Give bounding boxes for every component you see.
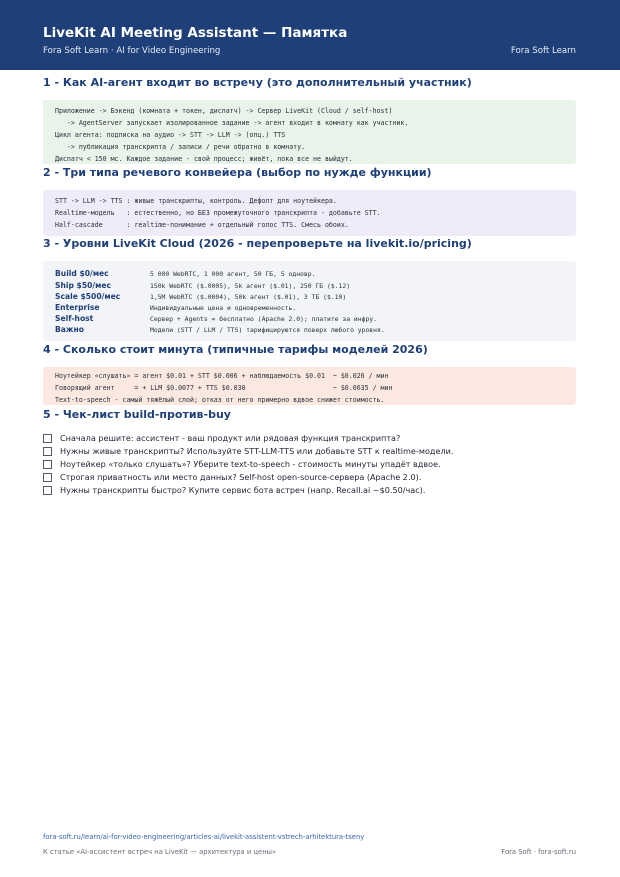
tier-desc-ship: 150k WebRTC ($.0005), 5k агент ($.01), 250 ГБ ($.12) — [150, 282, 351, 290]
tier-name-build: Build $0/мес — [55, 269, 109, 278]
section-4-line-3: Text-to-speech - самый тяжёлый слой; отказ от него примерно вдвое снижет стоимость. — [55, 396, 385, 404]
section-3-title: 3 - Уровни LiveKit Cloud (2026 - перепроверьте на livekit.io/pricing) — [43, 237, 472, 250]
footer-caption: К статье «AI-ассистент встреч на LiveKit — архитектура и цены» — [43, 848, 277, 856]
section-4-line-1: Ноутейкер «слушать» = агент $0.01 + STT $0.006 + наблюдаемость $0.01 ~ $0.026 / мин — [55, 372, 389, 380]
tier-name-enterprise: Enterprise — [55, 303, 100, 312]
tier-name-ship: Ship $50/мес — [55, 281, 112, 290]
section-1-line-2: -> AgentServer запускает изолированное задание -> агент входит в комнату как участник. — [55, 119, 409, 127]
section-4-title: 4 - Сколько стоит минута (типичные тарифы моделей 2026) — [43, 343, 428, 356]
tier-desc-build: 5 000 WebRTC, 1 000 агент, 50 ГБ, 5 одновр. — [150, 270, 316, 278]
tier-desc-important: Модели (STT / LLM / TTS) тарифицируются поверх любого уровня. — [150, 326, 385, 334]
section-2-line-2: Realtime-модель : естественно, но БЕЗ промежуточного транскрипта - добавьте STT. — [55, 209, 381, 217]
section-1-line-1: Приложение -> Бэкенд (комната + токен, диспатч) -> Сервер LiveKit (Cloud / self-host) — [55, 107, 393, 115]
checklist-item-text: Нужны транскрипты быстро? Купите сервис бота встреч (напр. Recall.ai ~$0.50/час). — [60, 485, 426, 495]
checklist-item-text: Нужны живые транскрипты? Используйте STT-LLM-TTS или добавьте STT к realtime-модели. — [60, 446, 454, 456]
section-5-title: 5 - Чек-лист build-против-buy — [43, 408, 231, 421]
section-1-title: 1 - Как AI-агент входит во встречу (это дополнительный участник) — [43, 76, 472, 89]
section-1-line-4: -> публикация транскрипта / записи / речи обратно в комнату. — [55, 143, 306, 151]
section-2-line-1: STT -> LLM -> TTS : живые транскрипты, контроль. Дефолт для ноутейкера. — [55, 197, 337, 205]
tier-name-self-host: Self-host — [55, 314, 94, 323]
section-2-title: 2 - Три типа речевого конвейера (выбор по нужде функции) — [43, 166, 432, 179]
checklist-item-text: Сначала решите: ассистент - ваш продукт или рядовая функция транскрипта? — [60, 433, 401, 443]
page-subtitle: Fora Soft Learn · AI for Video Engineering — [43, 46, 221, 56]
checkbox-icon[interactable] — [43, 447, 52, 456]
tier-name-important: Важно — [55, 325, 84, 334]
tier-desc-self-host: Сервер + Agents = бесплатно (Apache 2.0); платите за инфру. — [150, 315, 378, 323]
section-1-line-3: Цикл агента: подписка на аудио -> STT -> LLM -> (опц.) TTS — [55, 131, 286, 139]
header-brand: Fora Soft Learn — [510, 46, 576, 56]
section-2-line-3: Half-cascade : realtime-понимание + отдельный голос TTS. Смесь обоих. — [55, 221, 349, 229]
tier-desc-scale: 1,5M WebRTC ($.0004), 50k агент ($.01), 3 ТБ ($.10) — [150, 293, 347, 301]
footer-brand: Fora Soft · fora-soft.ru — [501, 848, 576, 856]
footer-link[interactable]: fora-soft.ru/learn/ai-for-video-engineering/articles-ai/livekit-assistent-vstrech-arhitektura-tseny — [43, 833, 365, 841]
checkbox-icon[interactable] — [43, 473, 52, 482]
section-1-line-5: Диспатч < 150 мс. Каждое задание - свой процесс; живёт, пока все не выйдут. — [55, 155, 353, 163]
section-4-line-2: Говорящий агент = + LLM $0.0077 + TTS $0.030 ~ $0.0635 / мин — [55, 384, 393, 392]
tier-name-scale: Scale $500/мес — [55, 292, 121, 301]
checklist-item-text: Строгая приватность или место данных? Self-host open-source-сервера (Apache 2.0). — [60, 472, 422, 482]
checkbox-icon[interactable] — [43, 460, 52, 469]
checkbox-icon[interactable] — [43, 486, 52, 495]
page-title: LiveKit AI Meeting Assistant — Памятка — [43, 25, 348, 41]
tier-desc-enterprise: Индивидуальные цена и одновременность. — [150, 304, 297, 312]
header-banner — [0, 0, 620, 70]
checkbox-icon[interactable] — [43, 434, 52, 443]
checklist-item-text: Ноутейкер «только слушать»? Уберите text-to-speech - стоимость минуты упадёт вдвое. — [60, 459, 441, 469]
